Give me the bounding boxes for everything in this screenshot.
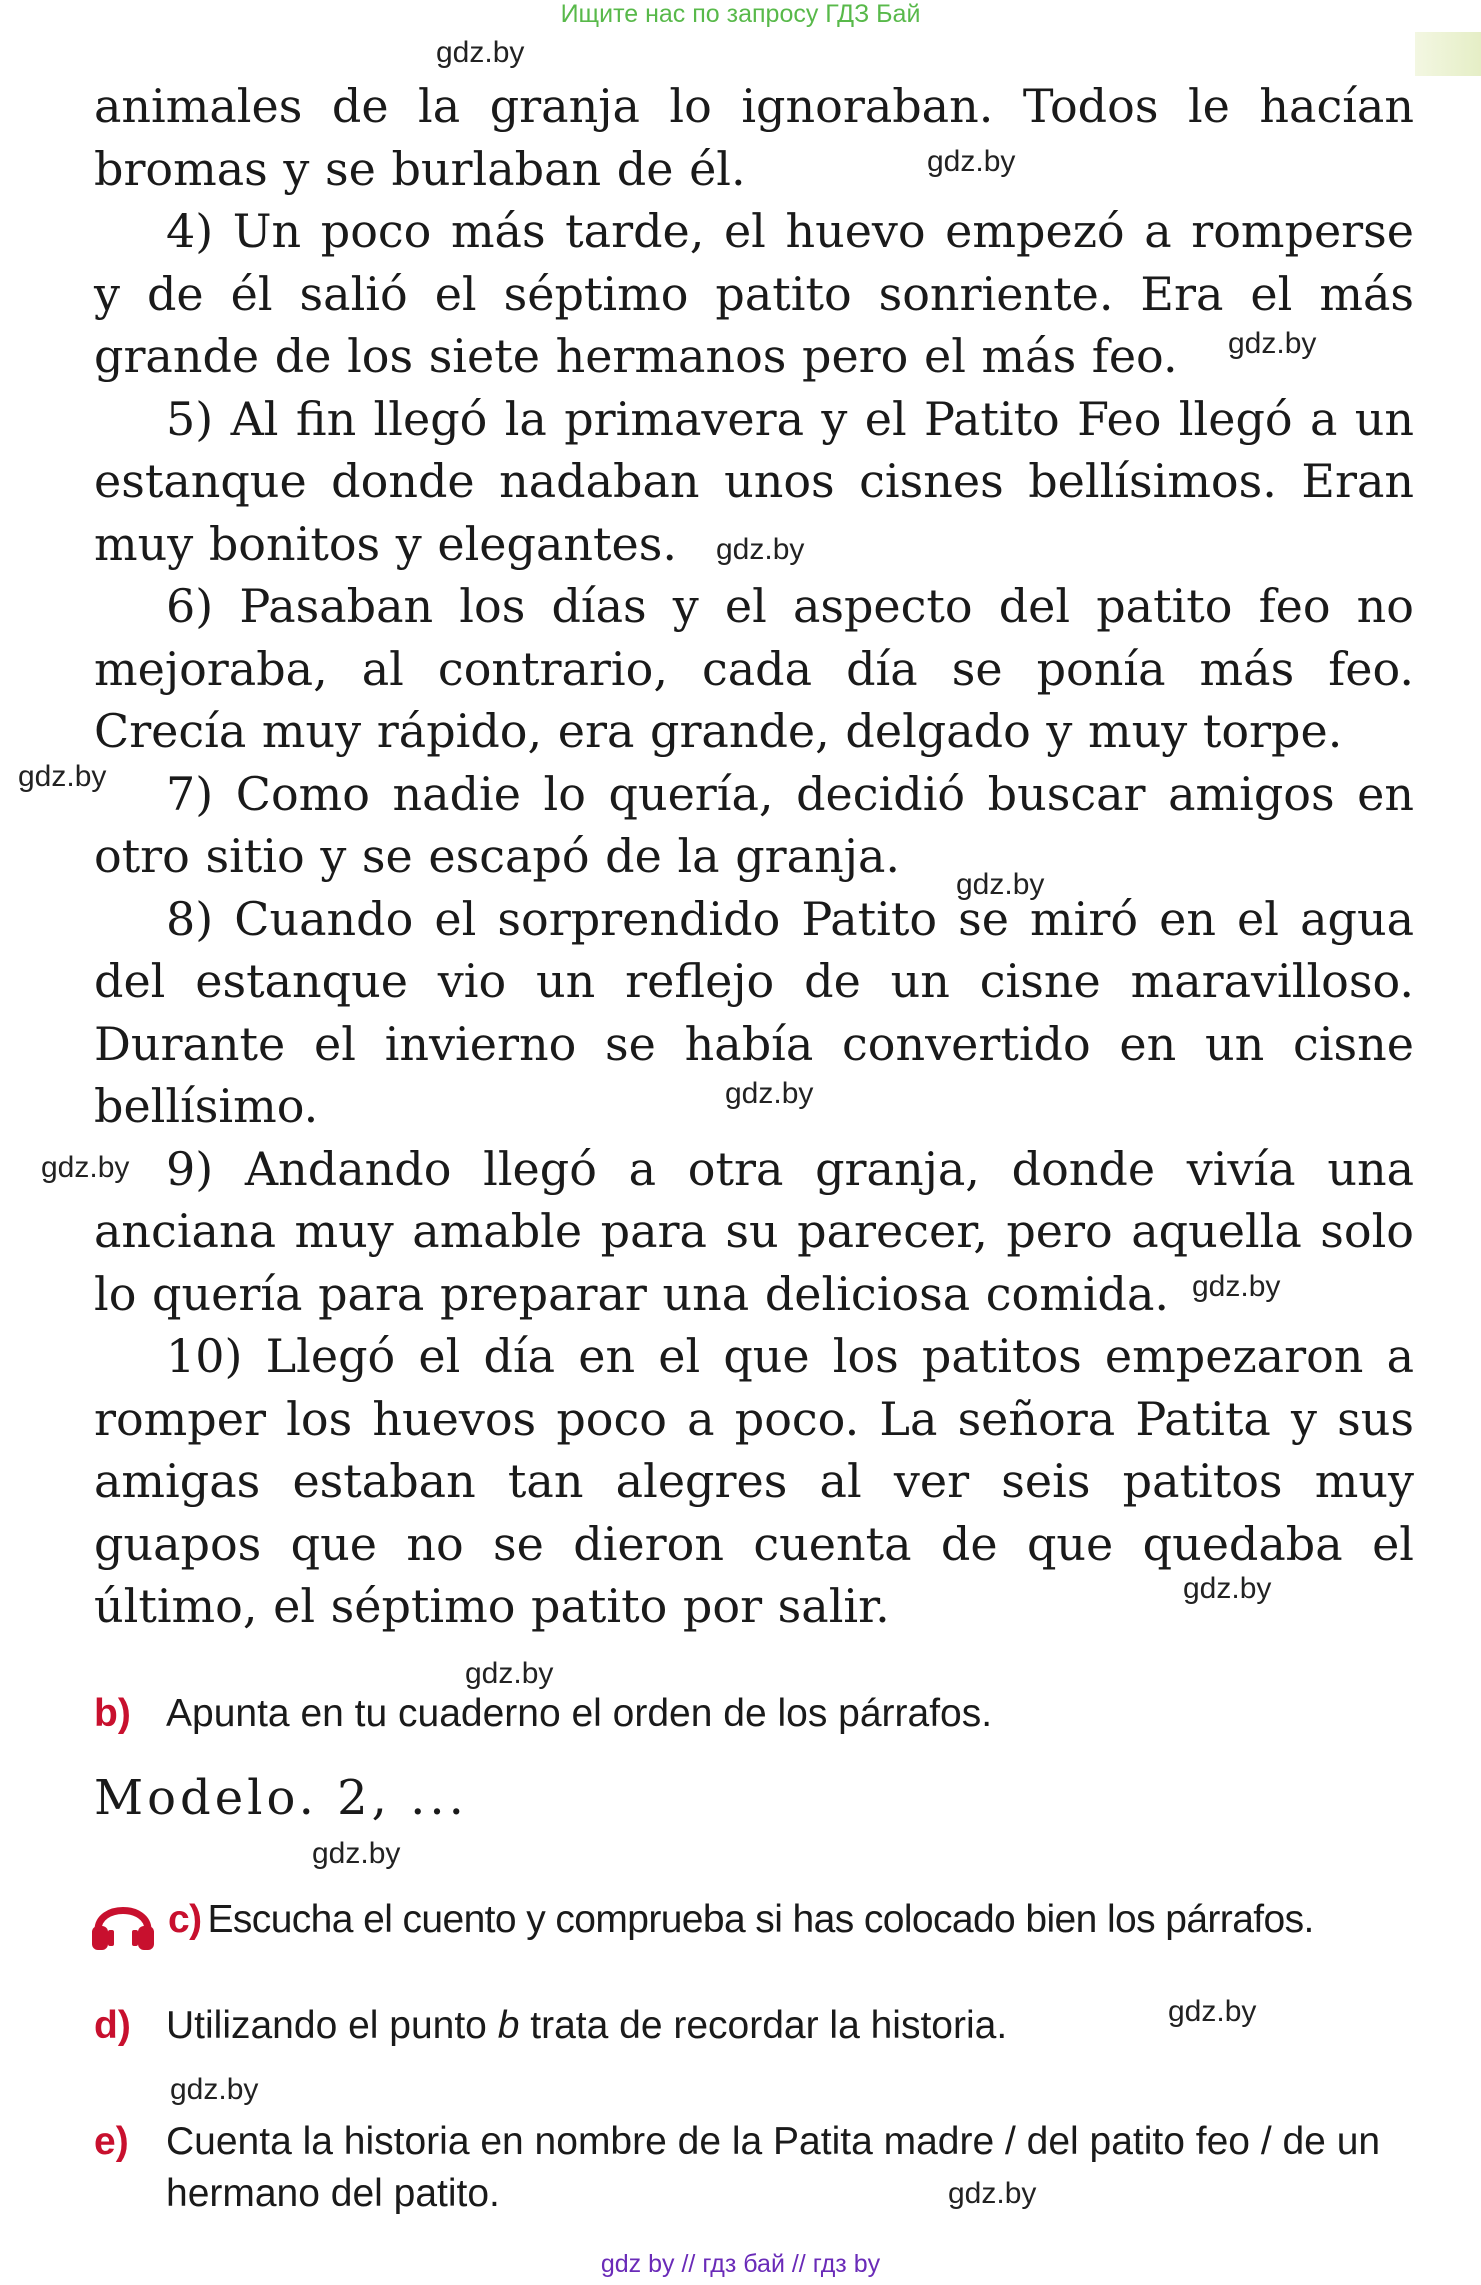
paragraph-8: 8) Cuando el sorprendido Patito se miró en el agua del estanque vio un reflejo de un cisne maravilloso. Durante el invierno se había convertido en un cisne bellísimo. xyxy=(94,891,1414,1133)
headphones-icon xyxy=(90,1890,156,1952)
watermark: gdz.by xyxy=(465,1657,554,1690)
paragraph-5: 5) Al fin llegó la primavera y el Patito Feo llegó a un estanque donde nadaban unos cisnes bellísimos. Eran muy bonitos y elegantes. xyxy=(94,391,1414,571)
watermark: gdz.by xyxy=(18,760,107,793)
task-text: Cuenta la historia en nombre de la Patita madre / del patito feo / de un hermano del patito. xyxy=(166,2120,1381,2215)
paragraph-10: 10) Llegó el día en el que los patitos empezaron a romper los huevos poco a poco. La señora Patita y sus amigas estaban tan alegres al ver seis patitos muy guapos que no se dieron cuenta de que quedaba el último, el séptimo patito por salir. xyxy=(94,1329,1414,1633)
paragraph-7: 7) Como nadie lo quería, decidió buscar amigos en otro sitio y se escapó de la granja. xyxy=(94,766,1414,883)
task-b xyxy=(94,1688,1414,1740)
watermark: gdz.by xyxy=(1168,1995,1257,2028)
story-intro: animales de la granja lo ignoraban. Todos le hacían bromas y se burlaban de él. xyxy=(94,79,1414,196)
watermark: gdz.by xyxy=(725,1077,814,1110)
footer-links[interactable]: gdz by // гдз бай // гдз by xyxy=(600,2250,881,2278)
task-text: trata de recordar la historia. xyxy=(519,2004,1008,2047)
paragraph-4: 4) Un poco más tarde, el huevo empezó a romperse y de él salió el séptimo patito sonriente. Era el más grande de los siete hermanos pero el más feo. xyxy=(94,204,1414,383)
task-label: d) xyxy=(94,2004,131,2047)
task-label: e) xyxy=(94,2120,129,2163)
watermark: gdz.by xyxy=(716,533,805,566)
task-label: b) xyxy=(94,1692,131,1735)
watermark: gdz.by xyxy=(312,1837,401,1870)
watermark: gdz.by xyxy=(41,1151,130,1184)
watermark: gdz.by xyxy=(170,2073,259,2106)
watermark: gdz.by xyxy=(1183,1572,1272,1605)
task-text-em: b xyxy=(497,2004,520,2047)
task-text: Apunta en tu cuaderno el orden de los párrafos. xyxy=(166,1692,993,1735)
task-d xyxy=(94,2000,1414,2052)
watermark: gdz.by xyxy=(1228,327,1317,360)
watermark: gdz.by xyxy=(927,145,1016,178)
task-c xyxy=(168,1894,1418,1946)
task-text: Escucha el cuento y comprueba si has colocado bien los párrafos. xyxy=(207,1898,1314,1941)
corner-tab xyxy=(1415,32,1481,76)
paragraph-9: 9) Andando llegó a otra granja, donde vivía una anciana muy amable para su parecer, pero aquella solo lo quería para preparar una deliciosa comida. xyxy=(94,1141,1414,1321)
task-text: Utilizando el punto xyxy=(166,2004,498,2047)
top-banner[interactable]: Ищите нас по запросу ГДЗ Бай xyxy=(560,0,921,28)
task-e xyxy=(94,2116,1414,2220)
modelo-example: Modelo. 2, ... xyxy=(94,1770,468,1826)
task-label: c) xyxy=(168,1898,202,1941)
story-text xyxy=(94,75,1414,1638)
watermark: gdz.by xyxy=(1192,1270,1281,1303)
paragraph-6: 6) Pasaban los días y el aspecto del patito feo no mejoraba, al contrario, cada día se ponía más feo. Crecía muy rápido, era grande, delgado y muy torpe. xyxy=(94,579,1414,758)
watermark: gdz.by xyxy=(956,868,1045,901)
watermark: gdz.by xyxy=(948,2177,1037,2210)
watermark: gdz.by xyxy=(436,36,525,69)
